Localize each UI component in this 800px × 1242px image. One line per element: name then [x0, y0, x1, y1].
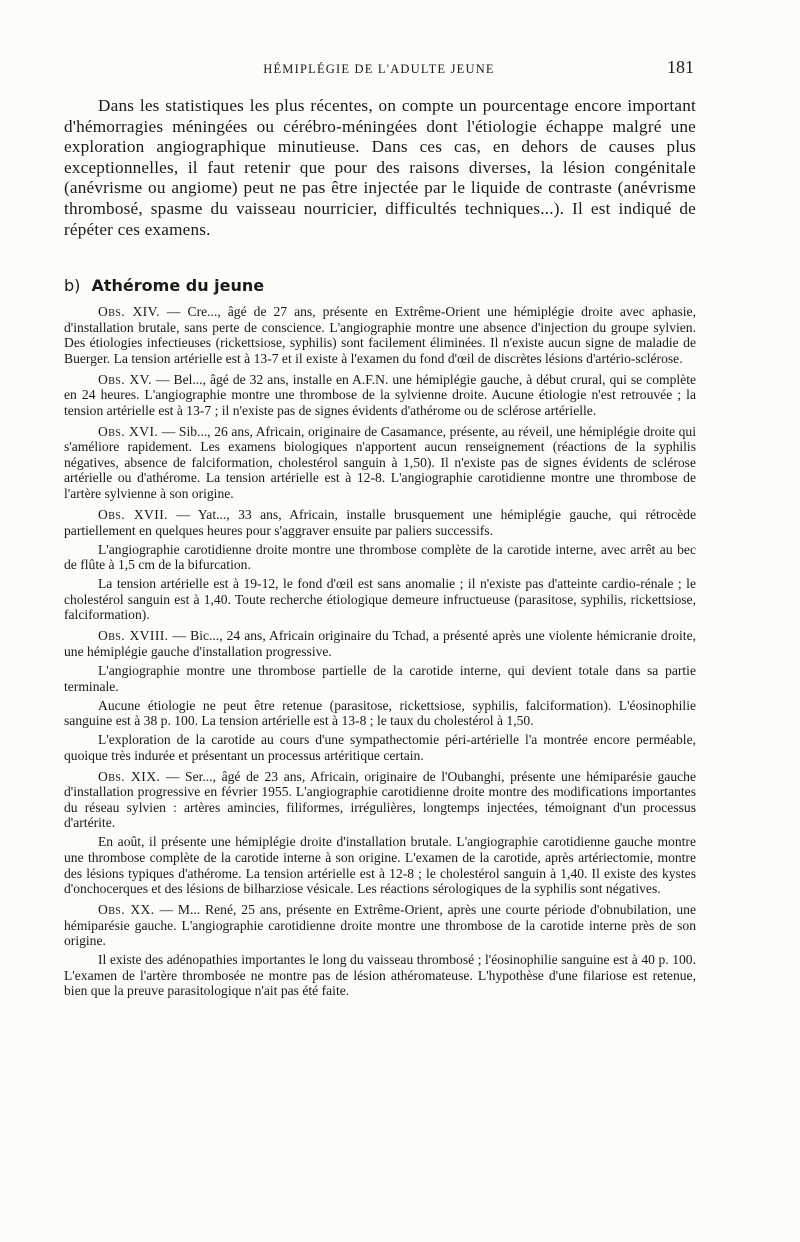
- observation-paragraph: [64, 304, 696, 366]
- observation-text: Il existe des adénopathies importantes le long du vaisseau thrombosé ; l'éosinophilie sanguine est à 40 p. 100. L'examen de l'artère thrombosée ne montre pas de lésion athéromateuse. L'hypothèse d'une filariose est retenue, bien que la preuve parasitologique n'ait pas été faite.: [64, 952, 696, 999]
- observation-paragraph: [64, 507, 696, 538]
- intro-paragraph: Dans les statistiques les plus récentes, on compte un pourcentage encore important d'hémorragies méningées ou cérébro-méningées dont l'étiologie échappe malgré une exploration angiographique minutieuse. Dans ces cas, en dehors de causes plus exceptionnelles, il faut retenir que pour des raisons diverses, la lésion congénitale (anévrisme ou angiome) peut ne pas être injectée par le liquide de contraste (anévrisme thrombosé, spasme du vaisseau nourricier, difficultés techniques...). Il est indiqué de répéter ces examens.: [64, 96, 696, 239]
- observation: [64, 902, 696, 999]
- observation: [64, 628, 696, 763]
- observation-paragraph: [64, 424, 696, 502]
- observation-text: — Yat..., 33 ans, Africain, installe brusquement une hémiplégie gauche, qui rétrocède partiellement en quelques heures pour s'aggraver ensuite par paliers successifs.: [64, 507, 697, 538]
- observation-label: Obs. XX.: [98, 902, 155, 918]
- observation-paragraph: [64, 952, 696, 999]
- observation-paragraph: [64, 576, 696, 623]
- intro-block: [64, 96, 696, 240]
- observation-paragraph: [64, 902, 696, 949]
- observation-label: Obs. XVIII.: [98, 628, 169, 644]
- observation-paragraph: [64, 698, 696, 729]
- observation-text: L'angiographie carotidienne droite montre une thrombose complète de la carotide interne, avec arrêt au bec de flûte à 1,5 cm de la bifurcation.: [64, 541, 696, 573]
- observation-text: — M... René, 25 ans, présente en Extrême-Orient, après une courte période d'obnubilation, une hémiparésie gauche. L'angiographie carotidienne droite montre une thrombose de la carotide interne près de son origine.: [64, 902, 697, 949]
- observation-paragraph: [64, 663, 696, 694]
- observation: [64, 372, 696, 419]
- running-head: HÉMIPLÉGIE DE L'ADULTE JEUNE: [263, 62, 495, 76]
- observation-text: — Bel..., âgé de 32 ans, installe en A.F.N. une hémiplégie gauche, à début crural, qui se complète en 24 heures. L'angiographie montre une thrombose de la sylvienne droite. Aucune étiologie n'est retrouvée ; la tension artérielle est à 13-7 ; il n'existe pas de signes évidents d'athérome ou de sclérose artérielle.: [64, 371, 697, 418]
- observation-paragraph: [64, 732, 696, 763]
- observation-text: Aucune étiologie ne peut être retenue (parasitose, rickettsiose, syphilis, falciformation). L'éosinophilie sanguine est à 38 p. 100. La tension artérielle est à 13-8 ; le taux du cholestérol à 1,50.: [64, 697, 696, 729]
- page-number: 181: [667, 57, 694, 77]
- observation-paragraph: [64, 372, 696, 419]
- observation-label: Obs. XIX.: [98, 768, 161, 784]
- observation-text: — Bic..., 24 ans, Africain originaire du Tchad, a présenté après une violente hémicranie droite, une hémiplégie gauche d'installation progressive.: [64, 628, 696, 659]
- observation-paragraph: [64, 769, 696, 831]
- observation-text: — Ser..., âgé de 23 ans, Africain, originaire de l'Oubanghi, présente une hémiparésie gauche d'installation progressive en février 1955. L'angiographie carotidienne droite montre des modifications importantes du réseau sylvien : artères amincies, filiformes, irrégulières, longtemps injectées, témoignant d'un processus d'artérite.: [64, 768, 696, 831]
- observations-list: [64, 304, 696, 1004]
- observation-text: — Sib..., 26 ans, Africain, originaire de Casamance, présente, au réveil, une hémiplégie droite qui s'améliore rapidement. Les examens biologiques n'apportent aucun renseignement (réactions de la syphilis négatives, absence de falciformation, cholestérol sanguin à 1,50). Il n'existe pas de signes évidents de sclérose artérielle ou d'athérome. La tension artérielle est à 12-8. L'angiographie carotidienne montre une thrombose de l'artère sylvienne à son origine.: [64, 423, 697, 502]
- observation: [64, 507, 696, 623]
- section-letter: b): [64, 276, 81, 295]
- observation: [64, 424, 696, 502]
- observation-text: La tension artérielle est à 19-12, le fond d'œil est sans anomalie ; il n'existe pas d'atteinte cardio-rénale ; le cholestérol sanguin est à 1,40. Toute recherche étiologique demeure infructueuse (parasitose, syphilis, rickettsiose, falciformation).: [64, 576, 696, 623]
- section-title: Athérome du jeune: [91, 276, 265, 295]
- observation-label: Obs. XIV.: [98, 304, 160, 319]
- observation-paragraph: [64, 542, 696, 573]
- observation-text: L'angiographie montre une thrombose partielle de la carotide interne, qui devient totale dans sa partie terminale.: [64, 662, 696, 694]
- observation-paragraph: [64, 834, 696, 896]
- observation-paragraph: [64, 628, 696, 659]
- observation-text: L'exploration de la carotide au cours d'une sympathectomie péri-artérielle l'a montrée encore perméable, quoique très indurée et présentant un processus artéritique certain.: [64, 732, 696, 763]
- observation: [64, 304, 696, 366]
- observation-label: Obs. XV.: [98, 371, 152, 387]
- section-heading: [64, 276, 264, 295]
- observation-text: — Cre..., âgé de 27 ans, présente en Extrême-Orient une hémiplégie droite avec aphasie, d'installation brutale, sans perte de conscience. L'angiographie montre une absence d'injection du groupe sylvien. Des étiologies infectieuses (rickettsiose, syphilis) sont facilement éliminées. Il n'existe aucun signe de maladie de Buerger. La tension artérielle est à 13-7 et il existe à l'examen du fond d'œil de discrètes lésions d'artério-sclérose.: [64, 304, 696, 366]
- observation-label: Obs. XVII.: [98, 507, 168, 523]
- observation-label: Obs. XVI.: [98, 423, 159, 439]
- observation-text: En août, il présente une hémiplégie droite d'installation brutale. L'angiographie carotidienne gauche montre une thrombose complète de la carotide interne à son origine. L'examen de la carotide, après artériectomie, montre des lésions typiques d'athérome. La tension artérielle est à 12-8 ; le cholestérol sanguin à 1,40. Il existe des kystes d'onchocerques et des lésions de bilharziose vésicale. Les réactions sérologiques de la syphilis sont négatives.: [64, 834, 696, 897]
- observation: [64, 769, 696, 897]
